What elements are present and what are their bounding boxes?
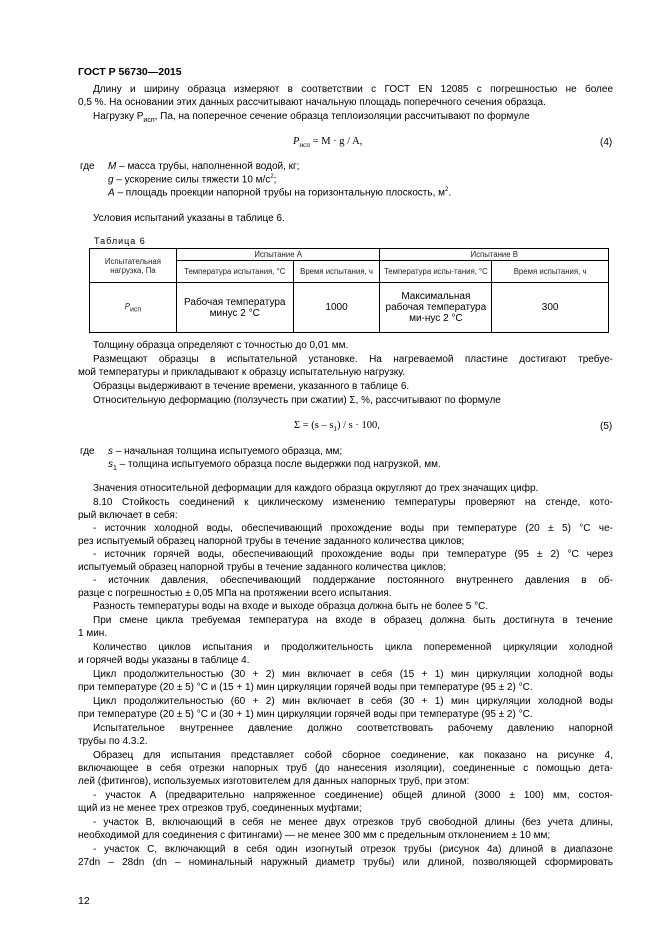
formula-number: (4): [600, 137, 613, 148]
text-line: При смене цикла требуемая температура на входе в образец должна быть достигнута в течение: [93, 615, 613, 626]
text-line: Разность температуры воды на входе и выходе образца должна быть не более 5 °С.: [93, 601, 489, 612]
formula-5: $\Sigma = (s - s_1) / s \cdot 100$,: [294, 420, 380, 434]
table-cell: Максимальная рабочая температура ми-нус 2 °С: [380, 283, 492, 333]
table-6: [89, 248, 609, 333]
header-cell: Испытание А: [176, 249, 380, 261]
variable-definition: M – масса трубы, наполненной водой, кг;: [108, 161, 300, 172]
page-number: 12: [78, 895, 90, 907]
text-line: разце с погрешностью ± 0,05 МПа на протяжении всего испытания.: [78, 588, 392, 599]
text-line: Цикл продолжительностью (30 + 2) мин включает в себя (15 + 1) мин циркуляции холодной воды: [93, 669, 613, 680]
text-line: Длину и ширину образца измеряют в соответствии с ГОСТ EN 12085 с погрешностью не более: [93, 84, 613, 95]
text-line: рый включает в себя:: [78, 510, 178, 521]
text-line: Образцы выдерживают в течение времени, указанного в таблице 6.: [93, 381, 410, 392]
text-line: необходимой для соединения с фитингами) — не менее 300 мм с предельным отклонением ± 10 мм;: [78, 830, 551, 841]
list-item: - источник давления, обеспечивающий поддержание постоянного внутреннего давления в об-: [93, 575, 613, 586]
text-line: Количество циклов испытания и продолжительность цикла попеременной циркуляции холодной: [93, 642, 613, 653]
formula-number: (5): [600, 421, 613, 432]
header-cell: Температура испы-тания, °С: [380, 261, 492, 283]
table-caption: Таблица 6: [94, 236, 146, 246]
header-cell: Время испытания, ч: [293, 261, 380, 283]
text-line: Условия испытаний указаны в таблице 6.: [93, 213, 285, 224]
text-line: мой температуры и прикладывают к образцу испытательную нагрузку.: [78, 367, 406, 378]
variable-definition: A – площадь проекции напорной трубы на горизонтальную плоскость, $м^2$.: [108, 187, 452, 199]
text-line: Испытательное внутреннее давление должно соответствовать рабочему давлению напорной: [93, 723, 613, 734]
text-line: Цикл продолжительностью (60 + 2) мин включает в себя (30 + 1) мин циркуляции холодной воды: [93, 696, 613, 707]
header-cell: Испытательная нагрузка, Па: [90, 249, 177, 283]
text-line: при температуре (20 ± 5) °С и (30 + 1) мин циркуляции горячей воды при температуре (95 ± 2) °С.: [78, 709, 533, 720]
text-line: Толщину образца определяют с точностью до 0,01 мм.: [93, 340, 349, 351]
list-item: - участок А (предварительно напряженное соединение) общей длиной (3000 ± 100) мм, состоя-: [93, 790, 613, 801]
list-item: - источник горячей воды, обеспечивающий прохождение воды при температуре (95 ± 2) °С через: [93, 549, 613, 560]
header-cell: Время испытания, ч: [492, 261, 609, 283]
text-line: рез испытуемый образец напорной трубы в течение заданного количества циклов;: [78, 536, 465, 547]
table-cell: $P_{исп}$: [90, 283, 177, 333]
where-label: где: [80, 161, 95, 172]
variable-definition: s – начальная толщина испытуемого образца, мм;: [108, 446, 343, 457]
text-line: лей (фитингов), используемых изготовителем для данных напорных труб, при этом:: [78, 776, 470, 787]
text-line: включающее в себя отрезки напорных труб (до нанесения изоляции), соединенные с помощью дета-: [78, 763, 613, 774]
text-line: 1 мин.: [78, 628, 108, 639]
list-item: - источник холодной воды, обеспечивающий прохождение воды при температуре (20 ± 5) °С че-: [93, 523, 613, 534]
text-line: щий из не менее трех отрезков труб, соединенных муфтами;: [78, 803, 362, 814]
variable-definition: g – ускорение силы тяжести 10 $м/с^2$;: [108, 174, 277, 186]
text-line: трубы по 4.3.2.: [78, 736, 148, 747]
header-cell: Температура испытания, °С: [176, 261, 293, 283]
text-line: Значения относительной деформации для каждого образца округляют до трех значащих цифр.: [93, 483, 539, 494]
where-label: где: [80, 446, 95, 457]
text-line: испытуемый образец напорной трубы в течение заданного количества циклов;: [78, 562, 446, 573]
variable-definition: $s_1$ – толщина испытуемого образца после выдержки под нагрузкой, мм.: [108, 459, 441, 472]
text-line: и горячей воды указаны в таблице 4.: [78, 655, 250, 666]
text-line: 0,5 %. На основании этих данных рассчитывают начальную площадь поперечного сечения образца.: [78, 97, 546, 108]
text-line: Относительную деформацию (ползучесть при сжатии) Σ, %, рассчитывают по формуле: [93, 395, 501, 406]
table-cell: 300: [492, 283, 609, 333]
formula-4: $P_{исп} = M \cdot g / A$,: [293, 136, 363, 150]
list-item: - участок В, включающий в себя не менее двух отрезков труб свободной длины (без учета длины,: [93, 817, 613, 828]
list-item: - участок С, включающий в себя один изогнутый отрезок трубы (рисунок 4а) длиной в диапазоне: [93, 844, 613, 855]
text-line: Нагрузку $P_{исп}$, Па, на поперечное сечение образца теплоизоляции рассчитывают по формуле: [93, 111, 530, 124]
text-line: при температуре (20 ± 5) °С и (15 + 1) мин циркуляции горячей воды при температуре (95 ± 2) °С.: [78, 682, 533, 693]
text-line: 27dn – 28dn (dn – номинальный наружный диаметр трубы) или длиной, позволяющей сформировать: [78, 857, 613, 868]
text-line: Размещают образцы в испытательной установке. На нагреваемой пластине достигают требуе-: [93, 354, 613, 365]
header-cell: Испытание В: [380, 249, 609, 261]
text-line: Образец для испытания представляет собой сборное соединение, как показано на рисунке 4,: [93, 750, 613, 761]
table-cell: Рабочая температура минус 2 °С: [176, 283, 293, 333]
text-line: 8.10 Стойкость соединений к циклическому изменению температуры проверяют на стенде, кото-: [93, 497, 613, 508]
table-cell: 1000: [293, 283, 380, 333]
page-header: ГОСТ Р 56730—2015: [78, 66, 182, 78]
